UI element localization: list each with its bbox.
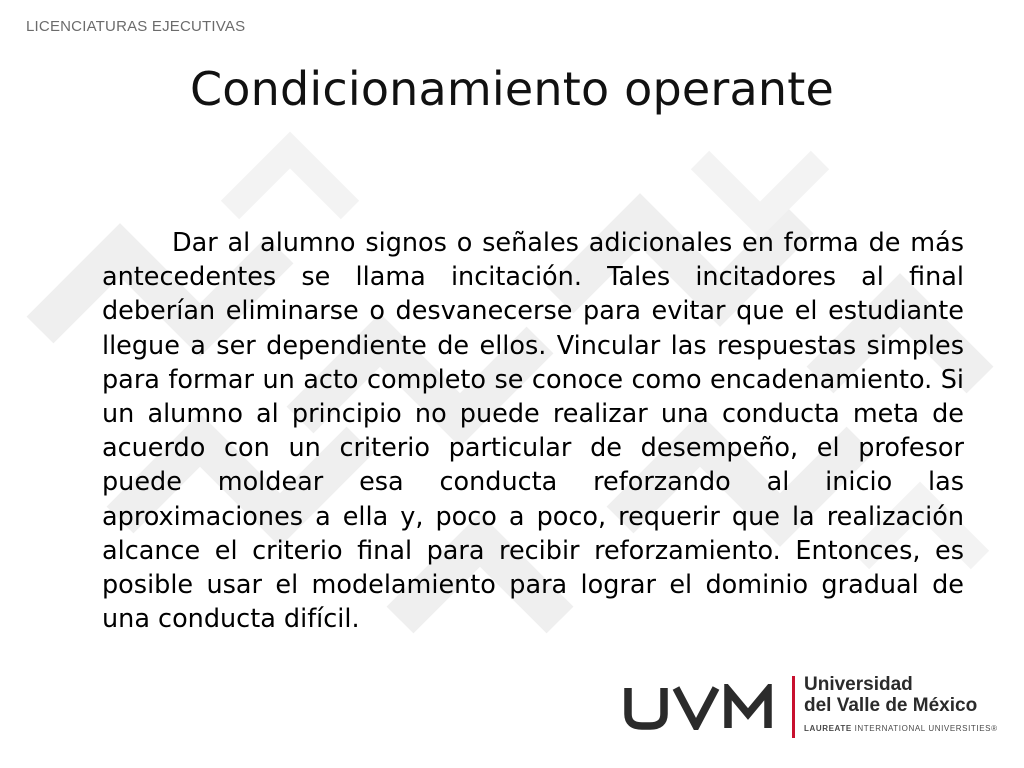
logo-university-name-line2: del Valle de México xyxy=(804,695,978,716)
logo-tagline xyxy=(804,724,998,733)
logo-tagline-rest: INTERNATIONAL UNIVERSITIES® xyxy=(851,724,998,733)
slide-title: Condicionamiento operante xyxy=(189,62,835,116)
logo-university-name: Universidad xyxy=(804,674,913,695)
slide-body-text: Dar al alumno signos o señales adicionales en forma de más antecedentes se llama incitación. Tales incitadores al final deberían eliminarse o desvanecerse para evitar que el estudiante llegue a ser dependiente de ellos. Vincular las respuestas simples para formar un acto completo se conoce como encadenamiento. Si un alumno al principio no puede realizar una conducta meta de acuerdo con un criterio particular de desempeño, el profesor puede moldear esa conducta reforzando al inicio las aproximaciones a ella y, poco a poco, requerir que la realización alcance el criterio final para recibir reforzamiento. Entonces, es posible usar el modelamiento para lograr el dominio gradual de una conducta difícil. xyxy=(102,228,964,635)
uvm-logo-mark xyxy=(622,684,778,730)
uvm-logo xyxy=(622,676,1002,740)
logo-divider xyxy=(792,676,795,738)
header-label: LICENCIATURAS EJECUTIVAS xyxy=(26,18,246,35)
logo-tagline-laureate: LAUREATE xyxy=(804,724,852,733)
